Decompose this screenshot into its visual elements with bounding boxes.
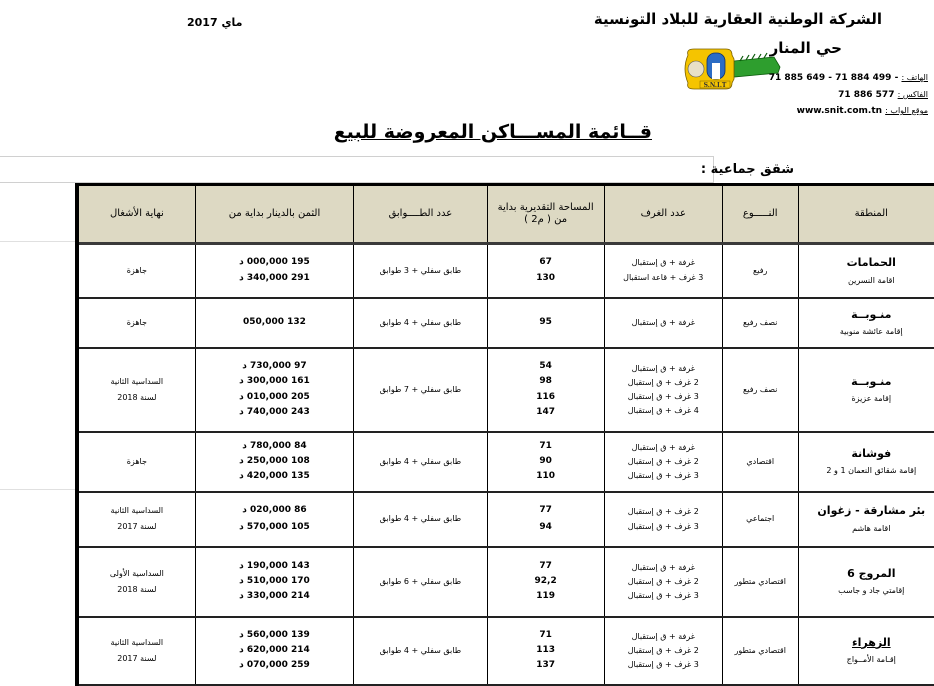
region-name: بئر مشارقة - زغوان (817, 504, 926, 518)
region-name: الزهراء (851, 635, 891, 649)
price-cell (195, 492, 354, 547)
price-line: 214 620,000 د (239, 644, 310, 655)
floors-cell: طابق سفلي + 6 طوابق (354, 547, 487, 617)
area-cell (487, 298, 604, 348)
table-row (77, 244, 934, 298)
rooms-cell (604, 298, 722, 348)
floors-cell: طابق سفلي + 3 طوابق (354, 244, 487, 298)
area-line: 92,2 (534, 575, 557, 586)
floors-cell: طابق سفلي + 4 طوابق (354, 432, 487, 492)
region-cell (798, 432, 934, 492)
residence-name: اقامة النسرين (848, 275, 895, 285)
completion-cell (77, 547, 195, 617)
header-rooms: عدد الغرف (604, 185, 722, 244)
completion-line: لسنة 2018 (117, 392, 157, 402)
header-floors: عدد الطــــوابق (354, 185, 487, 244)
price-cell (195, 298, 354, 348)
price-cell (195, 244, 354, 298)
rooms-line: 2 غرف + ق إستقبال (627, 456, 699, 466)
district-name: حي المنار (769, 39, 842, 57)
completion-line: لسنة 2017 (117, 653, 157, 663)
type-cell: اجتماعي (722, 492, 798, 547)
rooms-line: 3 غرف + ق إستقبال (627, 470, 699, 480)
price-line: 205 010,000 د (239, 391, 310, 402)
residence-name: إقامتي جاد و جاسب (838, 586, 905, 596)
floors-cell: طابق سفلي + 4 طوابق (354, 617, 487, 685)
type-cell: نصف رفيع (722, 298, 798, 348)
type-cell: اقتصادي (722, 432, 798, 492)
price-cell (195, 348, 354, 432)
area-cell (487, 547, 604, 617)
header-completion: نهاية الأشغال (77, 185, 195, 244)
region-cell (798, 617, 934, 685)
completion-line: السداسية الثانية (110, 506, 164, 515)
fax-line (838, 90, 928, 100)
area-line: 113 (536, 644, 556, 655)
price-line: 259 070,000 د (239, 660, 310, 671)
floors-cell: طابق سفلي + 4 طوابق (354, 298, 487, 348)
table-row (77, 617, 934, 685)
price-line: 139 560,000 د (239, 629, 310, 640)
price-line: 214 330,000 د (239, 591, 310, 602)
area-cell (487, 617, 604, 685)
residence-name: اقامة هاشم (852, 523, 891, 533)
area-line: 71 (539, 440, 552, 451)
area-line: 54 (539, 361, 552, 371)
website-value[interactable]: www.snit.com.tn (796, 106, 883, 116)
logo-text: S.N.I.T (703, 82, 727, 89)
floors-cell: طابق سفلي + 7 طوابق (354, 348, 487, 432)
rooms-cell (604, 432, 722, 492)
area-line: 77 (539, 505, 552, 516)
price-line: 291 340,000 د (239, 273, 310, 284)
type-cell: اقتصادي متطور (722, 617, 798, 685)
type-cell: اقتصادي متطور (722, 547, 798, 617)
grid-line (0, 489, 75, 490)
rooms-cell (604, 617, 722, 685)
rooms-line: 3 غرف + ق إستقبال (627, 659, 699, 669)
price-line: 132 050,000 (243, 316, 306, 327)
phone-line (769, 73, 928, 83)
rooms-line: 3 غرف + ق إستقبال (627, 391, 699, 401)
area-line: 116 (536, 391, 556, 402)
price-line: 161 300,000 د (239, 376, 310, 387)
region-name: المروج 6 (847, 566, 896, 580)
area-line: 137 (536, 660, 556, 671)
snit-logo-icon (682, 47, 782, 91)
rooms-cell (604, 547, 722, 617)
region-cell (798, 547, 934, 617)
table-row (77, 348, 934, 432)
completion-cell (77, 432, 195, 492)
region-cell (798, 492, 934, 547)
grid-line (0, 241, 75, 242)
table-row (77, 492, 934, 547)
area-line: 98 (539, 376, 552, 387)
rooms-line: 2 غرف + ق إستقبال (627, 645, 699, 655)
price-line: 195 000,000 د (239, 257, 310, 267)
header-area (487, 185, 604, 244)
price-line: 97 730,000 د (242, 361, 307, 371)
website-label: موقع الواب : (885, 106, 928, 115)
type-cell: رفيع (722, 244, 798, 298)
website-line (797, 106, 928, 116)
area-line: 110 (536, 471, 556, 482)
table-header-row (77, 185, 934, 244)
header-area-line1: المساحة التقديرية (519, 201, 594, 213)
area-line: 147 (536, 406, 556, 417)
region-name: الحمامات (846, 255, 896, 269)
area-line: 77 (539, 560, 552, 571)
completion-cell (77, 492, 195, 547)
header-price (195, 185, 354, 244)
type-cell: نصف رفيع (722, 348, 798, 432)
completion-line: لسنة 2018 (117, 584, 157, 594)
area-cell (487, 348, 604, 432)
phone-value: 71 885 649 - 71 884 499 - (768, 73, 899, 83)
price-cell (195, 617, 354, 685)
completion-line: السداسية الثانية (110, 376, 164, 386)
table-row (77, 432, 934, 492)
area-line: 95 (539, 316, 552, 327)
residence-name: إقامة عائشة منوبية (839, 327, 903, 337)
rooms-line: 3 غرف + ق إستقبال (627, 521, 699, 531)
residence-name: إقـامة الأمــواج (846, 655, 896, 665)
rooms-line: 3 غرف + ق إستقبال (627, 590, 699, 600)
price-line: 143 190,000 د (239, 560, 310, 571)
rooms-line: غرفة + ق إستقبال (631, 317, 695, 327)
completion-line: السداسية الأولى (109, 568, 164, 578)
completion-line: جاهزة (126, 456, 147, 466)
date-month: ماي (221, 16, 243, 29)
area-cell (487, 492, 604, 547)
fax-value: 71 886 577 (838, 90, 895, 100)
price-line: 108 250,000 د (239, 455, 310, 466)
completion-line: جاهزة (126, 317, 147, 327)
completion-line: جاهزة (126, 265, 147, 275)
date-year: 2017 (187, 16, 218, 29)
completion-cell (77, 348, 195, 432)
rooms-line: غرفة + ق إستقبال (631, 258, 695, 268)
completion-cell (77, 244, 195, 298)
rooms-line: غرفة + ق إستقبال (631, 363, 695, 373)
price-cell (195, 547, 354, 617)
rooms-line: 2 غرف + ق إستقبال (627, 377, 699, 387)
rooms-line: غرفة + ق إستقبال (631, 562, 695, 572)
floors-cell: طابق سفلي + 4 طوابق (354, 492, 487, 547)
document-date (187, 16, 243, 29)
area-cell (487, 432, 604, 492)
area-line: 67 (539, 257, 552, 267)
price-line: 243 740,000 د (239, 406, 310, 417)
area-line: 94 (539, 521, 552, 532)
completion-cell (77, 617, 195, 685)
rooms-line: 2 غرف + ق إستقبال (627, 506, 699, 516)
rooms-cell (604, 348, 722, 432)
region-cell (798, 298, 934, 348)
header-region: المنطقة (798, 185, 934, 244)
price-line: 105 570,000 د (239, 521, 310, 532)
company-name: الشركة الوطنية العقارية للبلاد التونسية (593, 10, 882, 28)
header-type: النـــــوع (722, 185, 798, 244)
housing-table (75, 183, 934, 686)
region-name: فوشانة (851, 446, 892, 460)
price-line: 170 510,000 د (239, 575, 310, 586)
text-frame (0, 156, 714, 183)
rooms-cell (604, 492, 722, 547)
area-cell (487, 244, 604, 298)
rooms-line: 4 غرف + ق إستقبال (627, 405, 699, 415)
area-line: 71 (539, 629, 552, 640)
price-line: 84 780,000 د (242, 440, 307, 451)
rooms-line: غرفة + ق إستقبال (631, 442, 695, 452)
phone-label: الهاتف : (901, 73, 928, 82)
area-line: 130 (536, 273, 556, 284)
region-name: منـوبــة (851, 307, 892, 321)
region-cell (798, 348, 934, 432)
section-subtitle: شقق جماعية : (700, 162, 794, 177)
fax-label: الفاكس : (897, 90, 928, 99)
rooms-line: غرفة + ق إستقبال (631, 631, 695, 641)
table-row (77, 547, 934, 617)
price-line: 86 020,000 د (242, 505, 307, 516)
page-title: قــائمة المســـاكن المعروضة للبيع (333, 121, 652, 143)
header-price-line1: الثمن بالدينار (267, 207, 321, 219)
area-line: 90 (539, 455, 552, 466)
completion-line: السداسية الثانية (110, 637, 164, 647)
rooms-line: 2 غرف + ق إستقبال (627, 576, 699, 586)
residence-name: إقامة شقائق النعمان 1 و 2 (826, 466, 917, 476)
header-area-line2: بداية من ( م2 ) (497, 201, 568, 225)
price-cell (195, 432, 354, 492)
price-line: 135 420,000 د (239, 471, 310, 482)
area-line: 119 (536, 591, 556, 602)
region-name: منـوبــة (851, 374, 892, 388)
rooms-line: 3 غرف + قاعة استقبال (623, 273, 704, 283)
region-cell (798, 244, 934, 298)
completion-cell (77, 298, 195, 348)
rooms-cell (604, 244, 722, 298)
header-price-line2: بداية من (228, 207, 264, 219)
residence-name: إقامة عزيزة (851, 394, 892, 404)
completion-line: لسنة 2017 (117, 522, 157, 531)
table-row (77, 298, 934, 348)
